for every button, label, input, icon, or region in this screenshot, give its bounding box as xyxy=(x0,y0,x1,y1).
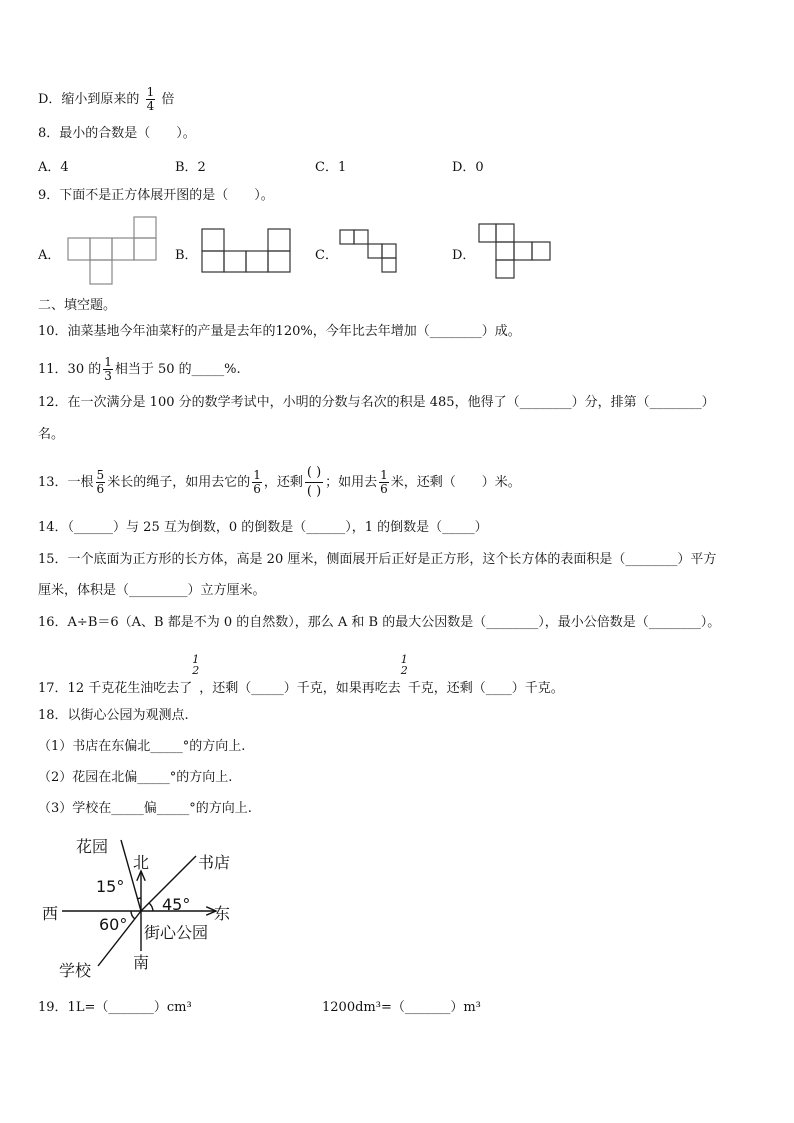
q8-option-a: A．4 xyxy=(38,160,69,175)
q18-sub3: （3）学校在_____偏_____°的方向上. xyxy=(38,801,252,816)
label-west: 西 xyxy=(42,904,59,923)
q9-stem: 9．下面不是正方体展开图的是（ ）。 xyxy=(38,188,274,203)
label-school: 学校 xyxy=(59,961,92,980)
cube-net-a xyxy=(67,216,159,286)
q9-option-b-label: B． xyxy=(175,248,198,263)
q10: 10．油菜基地今年油菜籽的产量是去年的120%，今年比去年增加（________）成。 xyxy=(38,324,521,339)
fraction-one-quarter: $\frac{1}{4}$ xyxy=(146,85,155,113)
q18-sub2: （2）花园在北偏_____°的方向上. xyxy=(38,770,233,785)
q8-option-d: D．0 xyxy=(452,160,484,175)
q12-line2: 名。 xyxy=(38,427,65,442)
q9-option-d-label: D． xyxy=(452,248,476,263)
fraction-one-sixth: $\frac{1}{6}$ xyxy=(253,468,261,496)
label-garden: 花园 xyxy=(76,837,109,856)
fraction-one-sixth-meter: $\frac{1}{6}$ xyxy=(380,468,388,496)
q8-option-c: C．1 xyxy=(315,160,347,175)
q19-left: 19．1L=（_______）cm³ xyxy=(38,1000,192,1015)
label-south: 南 xyxy=(133,953,150,972)
cube-net-b xyxy=(201,228,293,274)
blank-fraction: $\frac{( )}{( )}$ xyxy=(306,465,322,499)
label-east: 东 xyxy=(214,904,231,923)
label-45-degrees: 45° xyxy=(162,895,191,914)
superscript-fraction-half: 1 2 xyxy=(192,653,200,677)
section-title: 二、填空题。 xyxy=(38,298,117,313)
label-park: 街心公园 xyxy=(144,923,209,942)
garden-ray xyxy=(121,840,141,911)
q8-option-b: B．2 xyxy=(175,160,206,175)
q14: 14．（______）与 25 互为倒数，0 的倒数是（______），1 的倒数是（_____） xyxy=(38,520,488,535)
fraction-one-third: $\frac{1}{3}$ xyxy=(104,355,112,383)
q13: 13．一根 $\frac{5}{6}$ 米长的绳子，如用去它的 $\frac{1}{6}$ ，还剩 $\frac{( )}{( )}$ ；如用去 $\frac{1}{6}$ 米，还剩（ ）米。 xyxy=(38,465,521,499)
q12-line1: 12．在一次满分是 100 分的数学考试中，小明的分数与名次的积是 485，他得了（________）分，排第（________） xyxy=(38,395,715,410)
label-60-degrees: 60° xyxy=(99,915,128,934)
angle-60-arc xyxy=(131,911,135,919)
q18-stem: 18．以街心公园为观测点. xyxy=(38,708,189,723)
cube-net-c xyxy=(339,229,401,275)
q9-option-c-label: C． xyxy=(315,248,338,263)
q15-line1: 15．一个底面为正方形的长方体，高是 20 厘米，侧面展开后正好是正方形，这个长方体的表面积是（________）平方 xyxy=(38,552,717,567)
q7-option-d: D．缩小到原来的 $\frac{1}{4}$ 倍 xyxy=(38,85,175,113)
q19-right: 1200dm³=（_______）m³ xyxy=(322,1000,481,1015)
q17: 17．12 千克花生油吃去了1 2 ，还剩（_____）千克，如果再吃去1 2 千克，还剩（____）千克。 xyxy=(38,653,564,696)
q15-line2: 厘米，体积是（_________）立方厘米。 xyxy=(38,583,266,598)
q18-sub1: （1）书店在东偏北_____°的方向上. xyxy=(38,739,246,754)
fraction-five-sixths: $\frac{5}{6}$ xyxy=(96,468,105,496)
q11: 11．30 的 $\frac{1}{3}$ 相当于 50 的_____%. xyxy=(38,355,241,383)
q8-stem: 8．最小的合数是（ ）。 xyxy=(38,126,196,141)
label-north: 北 xyxy=(133,853,150,872)
direction-diagram xyxy=(36,826,276,986)
cube-net-d xyxy=(478,223,552,281)
q9-option-a-label: A． xyxy=(38,248,61,263)
label-15-degrees: 15° xyxy=(96,877,125,896)
label-bookstore: 书店 xyxy=(198,853,231,872)
q16: 16．A÷B＝6（A、B 都是不为 0 的自然数），那么 A 和 B 的最大公因数是（________），最小公倍数是（________）。 xyxy=(38,615,721,630)
angle-45-arc xyxy=(149,903,153,911)
superscript-fraction-half-2: 1 2 xyxy=(400,653,408,677)
